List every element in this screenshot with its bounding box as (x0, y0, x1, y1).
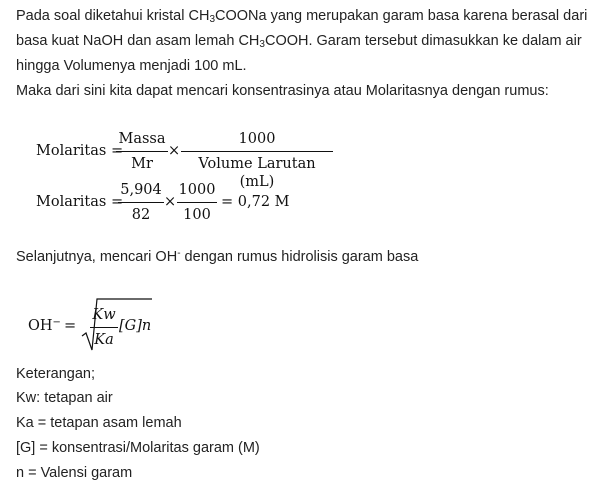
superscript: - (177, 248, 181, 259)
fraction-numerator: 5,904 (118, 181, 164, 203)
formula3-eq: = (64, 318, 77, 334)
formula2-result: = 0,72 M (221, 194, 290, 210)
intro-line-2 (16, 29, 582, 53)
fraction-denominator: 100 (183, 207, 211, 223)
legend-item: Ka = tetapan asam lemah (16, 415, 182, 431)
intro-line-1-post: COONa yang merupakan garam basa karena berasal dari (215, 8, 588, 24)
legend-item: [G] = konsentrasi/Molaritas garam (M) (16, 440, 260, 456)
intro-line-3: hingga Volumenya menjadi 100 mL. (16, 58, 247, 74)
legend-item: Kw: tetapan air (16, 390, 113, 406)
next-sentence (16, 245, 418, 269)
legend-title: Keterangan; (16, 366, 96, 382)
legend-item: n = Valensi garam (16, 465, 133, 481)
formula3-fraction-kw-ka (90, 306, 118, 349)
superscript: − (52, 317, 61, 328)
fraction-numerator: 1000 (177, 181, 217, 203)
formula2-fraction-mass (118, 181, 164, 224)
fraction-denominator: Mr (131, 156, 153, 172)
intro-line-4: Maka dari sini kita dapat mencari konsentrasinya atau Molaritasnya dengan rumus: (16, 83, 549, 99)
intro-line-1-pre: Pada soal diketahui kristal CH (16, 8, 210, 24)
formula1-lhs: Molaritas = (36, 143, 124, 159)
formula3-oh: OH (28, 318, 53, 334)
fraction-numerator: Kw (90, 306, 118, 328)
formula2-lhs: Molaritas = (36, 194, 124, 210)
next-post: dengan rumus hidrolisis garam basa (180, 249, 419, 265)
intro-line-2-post: COOH. Garam tersebut dimasukkan ke dalam air (264, 33, 582, 49)
subscript: 3 (259, 39, 265, 50)
times-sign: × (164, 194, 177, 210)
formula3-lhs (28, 318, 61, 334)
times-sign: × (168, 143, 181, 159)
intro-line-1 (16, 4, 587, 28)
next-pre: Selanjutnya, mencari OH (16, 249, 178, 265)
intro-line-2-pre: basa kuat NaOH dan asam lemah CH (16, 33, 260, 49)
fraction-numerator: Massa (116, 130, 168, 152)
fraction-numerator: 1000 (181, 130, 333, 152)
fraction-denominator: Volume Larutan (mL) (198, 156, 316, 190)
formula3-tail: [G]n (119, 318, 152, 334)
fraction-denominator: 82 (131, 207, 151, 223)
formula2-fraction-volume (177, 181, 217, 224)
formula1-fraction-massa-mr (116, 130, 168, 173)
fraction-denominator: Ka (94, 332, 114, 348)
subscript: 3 (209, 14, 215, 25)
